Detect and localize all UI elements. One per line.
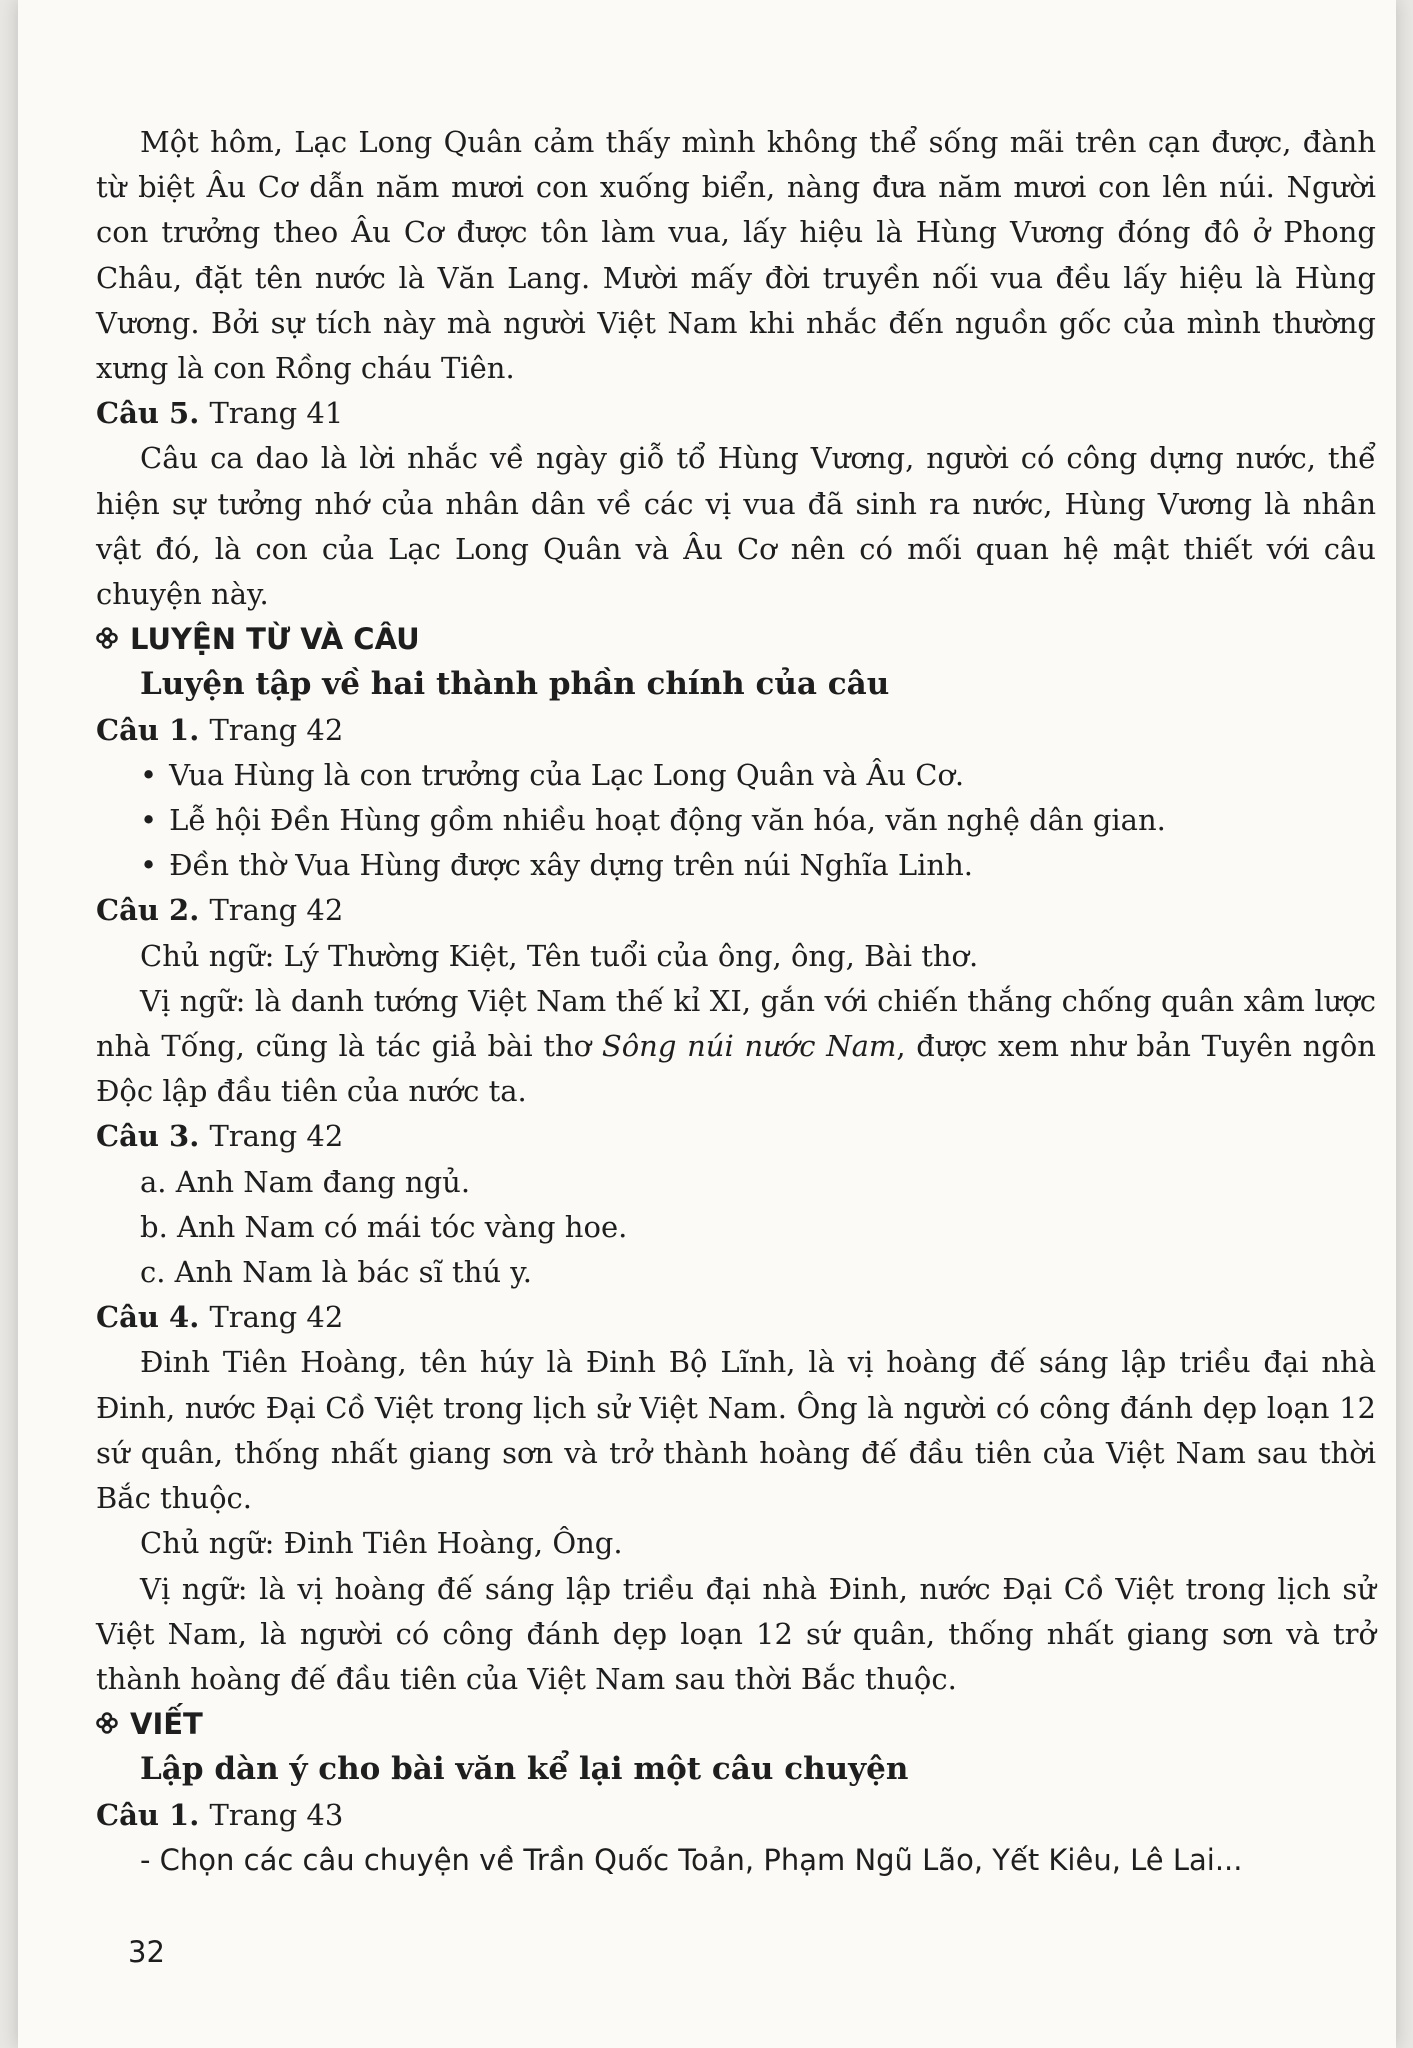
question-label: Câu 5. bbox=[96, 396, 200, 431]
predicate-paragraph: Vị ngữ: là vị hoàng đế sáng lập triều đại nhà Đinh, nước Đại Cồ Việt trong lịch sử Việt Nam, là người có công đánh dẹp loạn 12 sứ quân, thống nhất giang sơn và trở thành hoàng đế đầu tiên của Việt Nam sau thời Bắc thuộc. bbox=[96, 1571, 1376, 1696]
section-title: LUYỆN TỪ VÀ CÂU bbox=[130, 622, 420, 657]
question-page: Trang 41 bbox=[209, 396, 344, 431]
question-heading bbox=[96, 1793, 1376, 1838]
question-heading bbox=[96, 1295, 1376, 1340]
intro-paragraph: Một hôm, Lạc Long Quân cảm thấy mình không thể sống mãi trên cạn được, đành từ biệt Âu Cơ dẫn năm mươi con xuống biển, nàng đưa năm mươi con lên núi. Người con trưởng theo Âu Cơ được tôn làm vua, lấy hiệu là Hùng Vương đóng đô ở Phong Châu, đặt tên nước là Văn Lang. Mười mấy đời truyền nối vua đều lấy hiệu là Hùng Vương. Bởi sự tích này mà người Việt Nam khi nhắc đến nguồn gốc của mình thường xưng là con Rồng cháu Tiên. bbox=[96, 125, 1376, 386]
predicate-text: , được xem như bản Tuyên ngôn Độc lập đầu tiên của nước ta. bbox=[96, 1029, 1376, 1109]
question-heading bbox=[96, 1114, 1376, 1159]
question-label: Câu 1. bbox=[96, 712, 200, 747]
question-heading bbox=[96, 391, 1376, 436]
list-item: • Lễ hội Đền Hùng gồm nhiều hoạt động văn hóa, văn nghệ dân gian. bbox=[140, 798, 1376, 843]
section-heading bbox=[96, 1702, 1376, 1747]
question-heading bbox=[96, 888, 1376, 933]
question-page: Trang 42 bbox=[209, 712, 344, 747]
list-item: a. Anh Nam đang ngủ. bbox=[140, 1164, 471, 1199]
book-page bbox=[18, 0, 1396, 2048]
answer-paragraph: Đinh Tiên Hoàng, tên húy là Đinh Bộ Lĩnh, là vị hoàng đế sáng lập triều đại nhà Đinh, nước Đại Cồ Việt trong lịch sử Việt Nam. Ông là người có công đánh dẹp loạn 12 sứ quân, thống nhất giang sơn và trở thành hoàng đế đầu tiên của Việt Nam sau thời Bắc thuộc. bbox=[96, 1345, 1376, 1516]
answer-paragraph: Câu ca dao là lời nhắc về ngày giỗ tổ Hùng Vương, người có công dựng nước, thể hiện sự tưởng nhớ của nhân dân về các vị vua đã sinh ra nước, Hùng Vương là nhân vật đó, là con của Lạc Long Quân và Âu Cơ nên có mối quan hệ mật thiết với câu chuyện này. bbox=[96, 441, 1376, 612]
question-label: Câu 1. bbox=[96, 1797, 200, 1832]
question-page: Trang 42 bbox=[209, 893, 344, 928]
page-number: 32 bbox=[128, 1935, 165, 1969]
question-label: Câu 2. bbox=[96, 893, 200, 928]
question-page: Trang 42 bbox=[209, 1300, 344, 1335]
flower-icon bbox=[96, 1702, 122, 1747]
subject-line: Chủ ngữ: Đinh Tiên Hoàng, Ông. bbox=[140, 1526, 623, 1561]
question-label: Câu 3. bbox=[96, 1119, 200, 1154]
bullet-list bbox=[140, 753, 1376, 889]
list-item: b. Anh Nam có mái tóc vàng hoe. bbox=[140, 1209, 628, 1244]
section-subtitle: Lập dàn ý cho bài văn kể lại một câu chuyện bbox=[140, 1751, 909, 1788]
flower-icon bbox=[96, 617, 122, 662]
poem-title: Sông núi nước Nam bbox=[601, 1029, 897, 1064]
answer-line: - Chọn các câu chuyện về Trần Quốc Toản, Phạm Ngũ Lão, Yết Kiêu, Lê Lai... bbox=[140, 1842, 1243, 1877]
subject-line: Chủ ngữ: Lý Thường Kiệt, Tên tuổi của ông, ông, Bài thơ. bbox=[140, 938, 979, 973]
question-page: Trang 43 bbox=[209, 1797, 344, 1832]
list-item: c. Anh Nam là bác sĩ thú y. bbox=[140, 1255, 533, 1290]
question-heading bbox=[96, 708, 1376, 753]
page-content bbox=[96, 120, 1376, 1883]
predicate-paragraph bbox=[96, 979, 1376, 1115]
section-subtitle: Luyện tập về hai thành phần chính của câu bbox=[140, 666, 890, 703]
section-heading bbox=[96, 617, 1376, 662]
predicate-text: Vị ngữ: là danh tướng Việt Nam thế kỉ XI, gắn với chiến thắng chống quân xâm lược nhà Tống, cũng là tác giả bài thơ bbox=[96, 983, 1376, 1064]
section-title: VIẾT bbox=[130, 1707, 203, 1742]
list-item: • Vua Hùng là con trưởng của Lạc Long Quân và Âu Cơ. bbox=[140, 753, 1376, 798]
question-page: Trang 42 bbox=[209, 1119, 344, 1154]
question-label: Câu 4. bbox=[96, 1300, 200, 1335]
list-item: • Đền thờ Vua Hùng được xây dựng trên núi Nghĩa Linh. bbox=[140, 843, 1376, 888]
